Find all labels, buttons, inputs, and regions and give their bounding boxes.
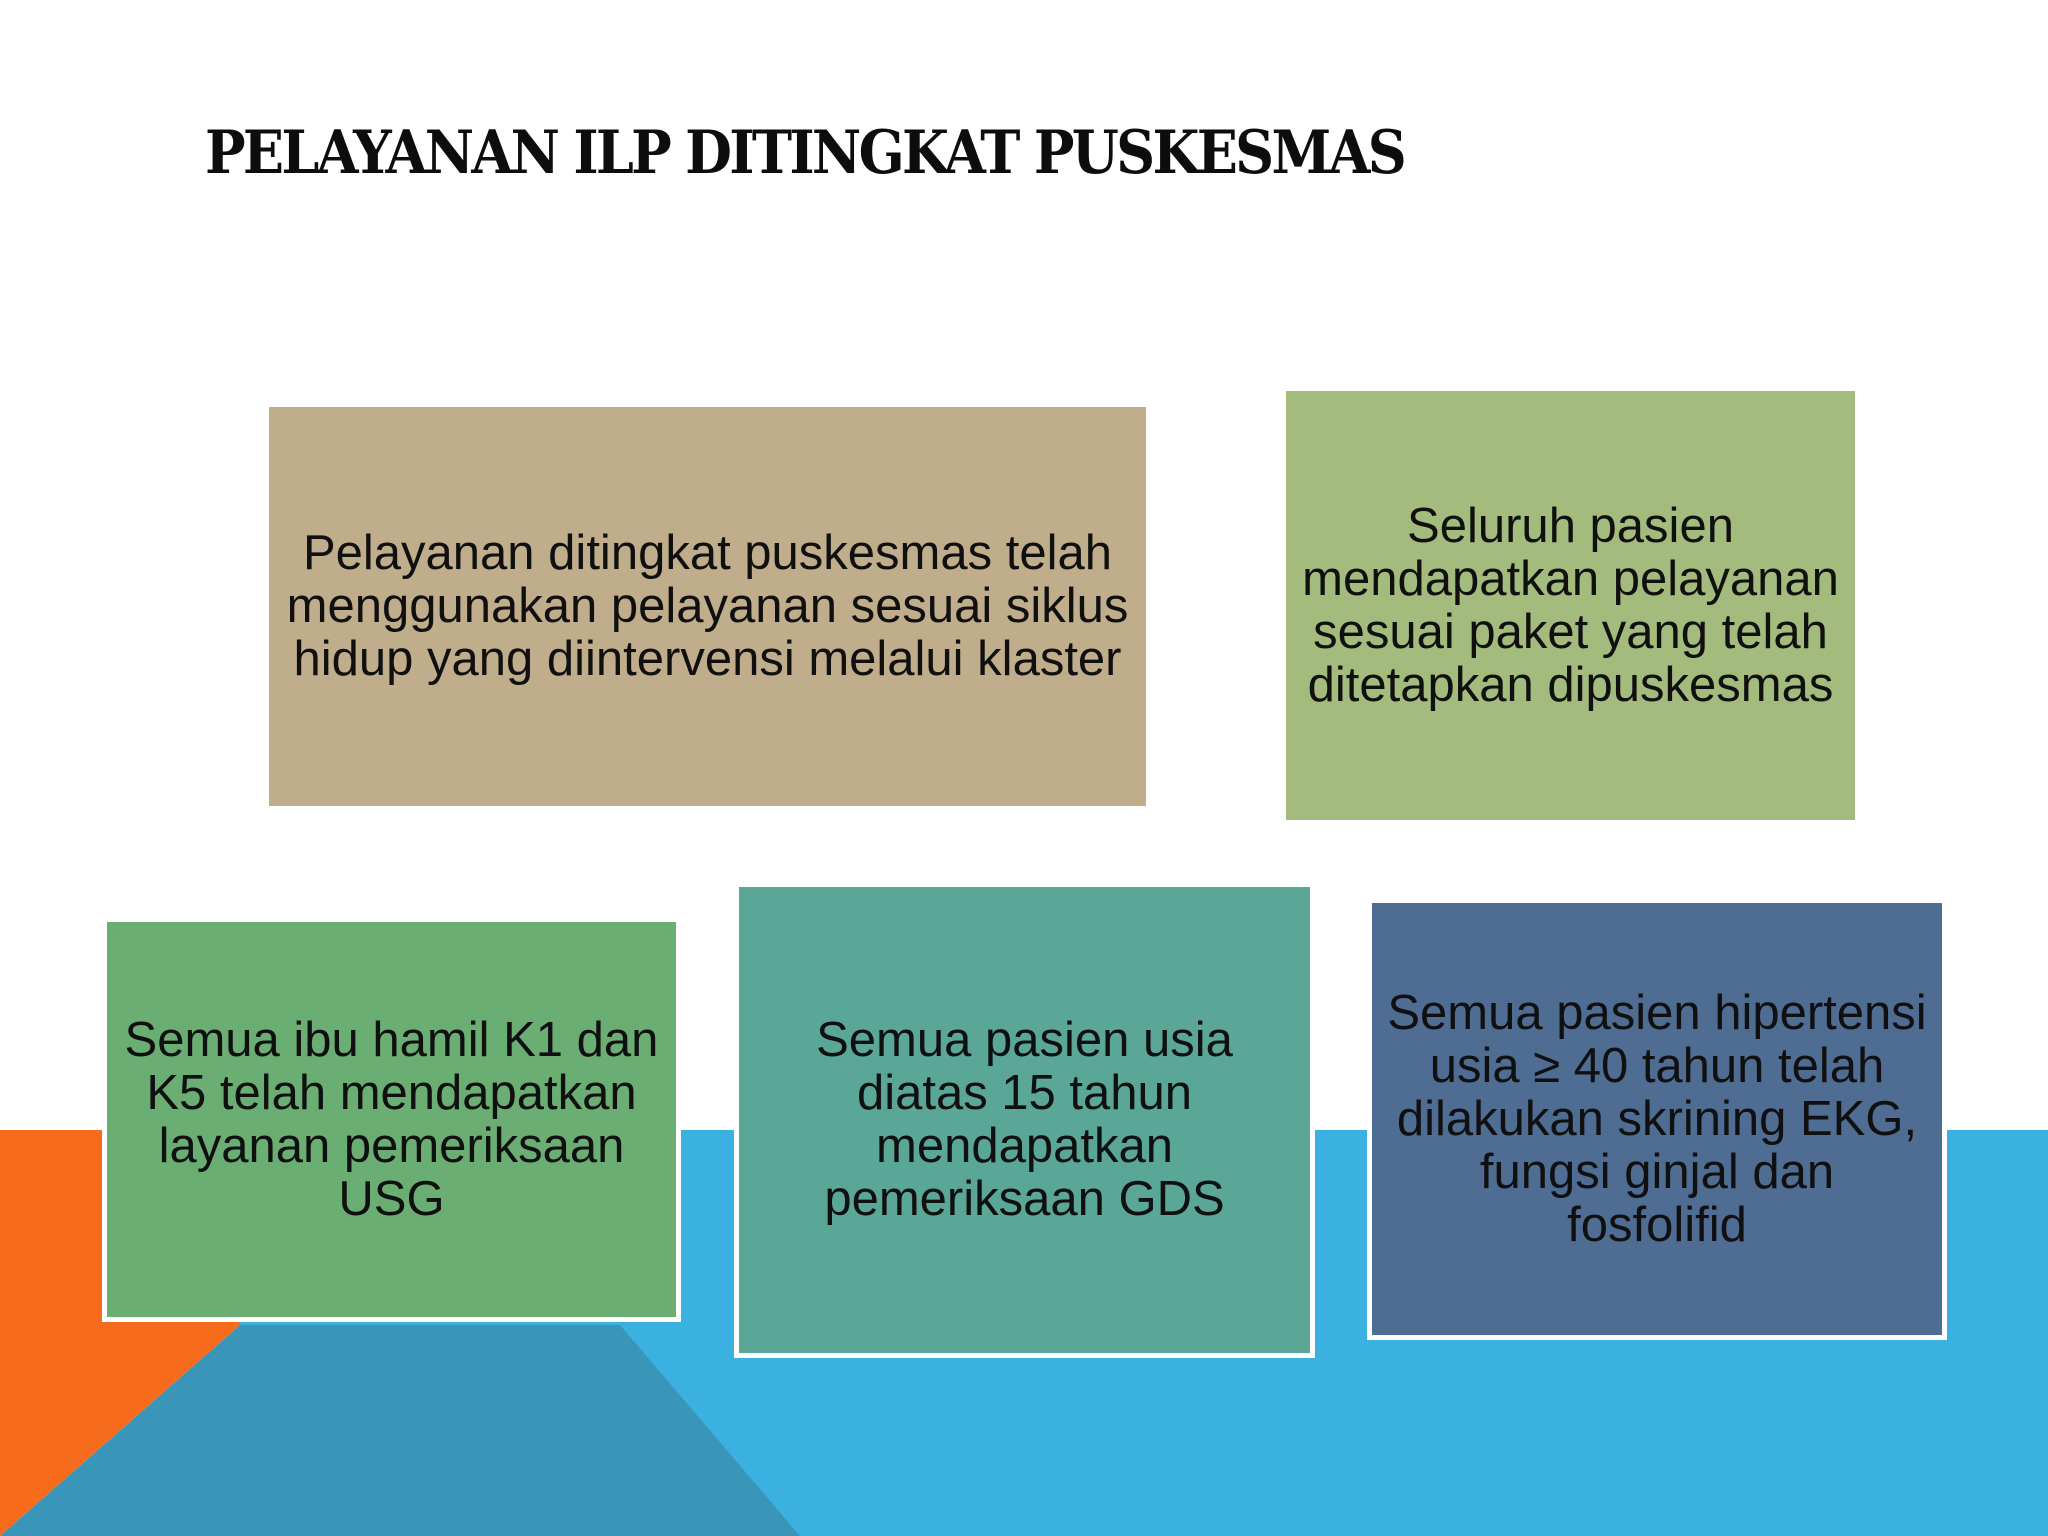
info-box-pregnancy-usg: [102, 917, 681, 1322]
info-box-text: Semua pasien hipertensi usia ≥ 40 tahun telah dilakukan skrining EKG, fungsi ginjal dan fosfolifid: [1387, 985, 1927, 1252]
info-box-text: Semua pasien usia diatas 15 tahun mendapatkan pemeriksaan GDS: [816, 1013, 1233, 1226]
info-box-hypertension-screening: [1367, 898, 1947, 1340]
info-box-text: Seluruh pasien mendapatkan pelayanan sesuai paket yang telah ditetapkan dipuskesmas: [1302, 498, 1839, 712]
info-box-lifecycle-service: [269, 407, 1146, 806]
info-box-service-package: [1286, 391, 1855, 820]
info-box-gds-screening: [734, 882, 1315, 1358]
info-box-text: Pelayanan ditingkat puskesmas telah menggunakan pelayanan sesuai siklus hidup yang diintervensi melalui klaster: [286, 526, 1129, 686]
info-box-text: Semua ibu hamil K1 dan K5 telah mendapatkan layanan pemeriksaan USG: [124, 1012, 659, 1226]
slide-title: PELAYANAN ILP DITINGKAT PUSKESMAS: [205, 118, 1405, 188]
